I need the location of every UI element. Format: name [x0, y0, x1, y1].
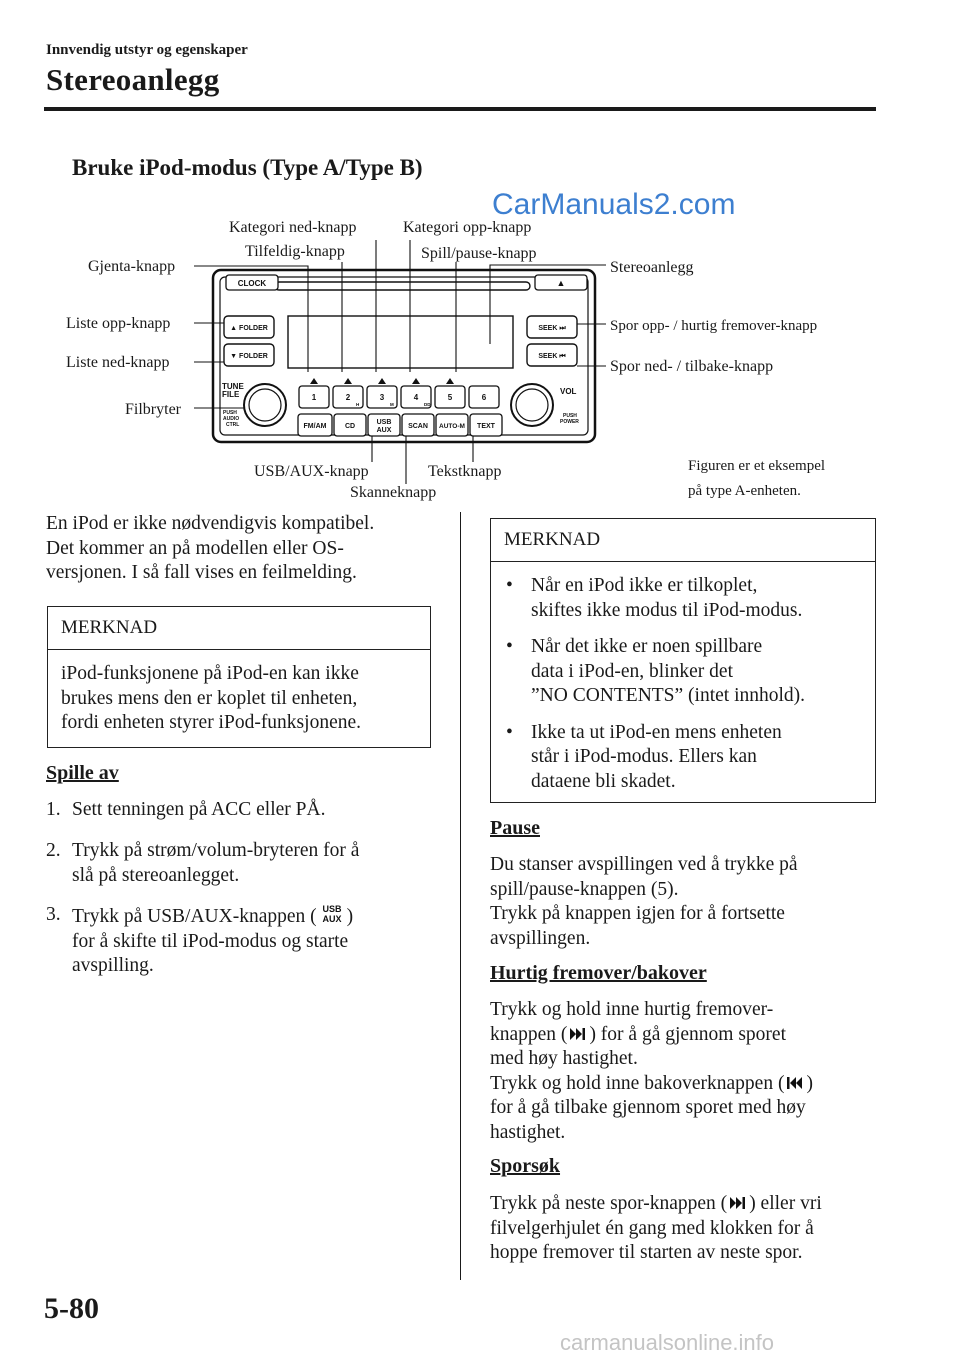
step-text: [72, 839, 472, 888]
page-number: 5-80: [44, 1292, 99, 1325]
stereo-diagram: [0, 0, 960, 510]
step-line: ): [346, 906, 354, 927]
rewind-icon: [784, 1074, 806, 1092]
bullet-line: ”NO CONTENTS” (intet innhold).: [531, 685, 806, 706]
callout-kategori-ned: Kategori ned-knapp: [229, 219, 357, 236]
text-button-label: TEXT: [477, 423, 495, 430]
callout-tekst: Tekstknapp: [428, 463, 502, 480]
seek-down-label: SEEK ⏮: [538, 353, 566, 360]
fast-forward-paragraph: [490, 998, 890, 1145]
preset-sublabel-4: DD: [424, 402, 431, 407]
eject-icon: ▲: [556, 278, 566, 288]
intro-line: En iPod er ikke nødvendigvis kompatibel.: [46, 513, 375, 534]
note-box-right: [490, 518, 876, 803]
callout-tilfeldig: Tilfeldig-knapp: [245, 243, 345, 260]
callout-gjenta: Gjenta-knapp: [88, 258, 176, 275]
seek-up-label: SEEK ⏭: [538, 325, 566, 332]
step-line: for å skifte til iPod-modus og starte: [72, 930, 349, 952]
note-bullet: [504, 721, 862, 795]
bullet-dot: •: [506, 636, 513, 657]
preset-label-4: 4: [413, 393, 419, 402]
step-1: [46, 798, 456, 824]
usb-icon-text: USB: [322, 904, 342, 914]
usb-aux-button-icon: [317, 903, 347, 925]
bullet-line: skiftes ikke modus til iPod-modus.: [531, 599, 803, 621]
preset-label-3: 3: [379, 393, 385, 402]
push2-label: PUSH: [563, 413, 577, 419]
callout-filbryter: Filbryter: [125, 401, 181, 418]
note-line: fordi enheten styrer iPod-funksjonene.: [61, 712, 362, 733]
volume-knob: [511, 384, 553, 426]
step-number: 1.: [46, 799, 61, 820]
bullet-line: Når det ikke er noen spillbare: [531, 636, 763, 657]
intro-line: versjonen. I så fall vises en feilmelding.: [46, 562, 357, 583]
callout-spor-opp: Spor opp- / hurtig fremover-knapp: [610, 318, 818, 334]
footer-watermark: carmanualsonline.info: [560, 1330, 775, 1355]
pause-paragraph: [490, 853, 890, 951]
callout-liste-opp: Liste opp-knapp: [66, 315, 171, 332]
vol-label: VOL: [560, 387, 577, 396]
figure-caption-line1: Figuren er et eksempel: [688, 458, 826, 474]
track-search-heading: Sporsøk: [490, 1155, 561, 1177]
note-box-left: [47, 606, 431, 748]
ff-line: hastighet.: [490, 1121, 566, 1143]
note-bullet: [504, 635, 862, 709]
preset-label-6: 6: [481, 393, 487, 402]
note-title: MERKNAD: [491, 519, 875, 562]
bullet-line: Ikke ta ut iPod-en mens enheten: [531, 721, 782, 743]
note-line: brukes mens den er koplet til enheten,: [61, 687, 358, 709]
folder-up-label: ▲ FOLDER: [230, 325, 268, 332]
step-line: slå på stereoanlegget.: [72, 864, 240, 886]
step-number: 3.: [46, 904, 61, 925]
aux-icon-text: AUX: [322, 914, 342, 924]
preset-sublabel-3: M: [390, 402, 394, 407]
ctrl-label: CTRL: [226, 422, 240, 428]
next-track-icon: [727, 1194, 749, 1212]
section-heading: Bruke iPod-modus (Type A/Type B): [72, 155, 423, 180]
step-3: [46, 903, 456, 981]
step-text: Sett tenningen på ACC eller PÅ.: [72, 799, 326, 820]
column-divider: [460, 512, 461, 1280]
preset-label-1: 1: [311, 393, 317, 402]
auto-m-label: AUTO-M: [439, 423, 465, 430]
bullet-line: dataene bli skadet.: [531, 770, 676, 792]
step-number: 2.: [46, 840, 61, 861]
bullet-line: data i iPod-en, blinker det: [531, 660, 733, 682]
note-body: [48, 650, 430, 746]
fast-forward-heading: Hurtig fremover/bakover: [490, 962, 707, 984]
preset-label-5: 5: [447, 393, 453, 402]
step-line: Trykk på strøm/volum-bryteren for å: [72, 840, 360, 861]
fast-forward-icon: [567, 1025, 589, 1043]
cd-label: CD: [344, 423, 356, 430]
search-line: filvelgerhjulet én gang med klokken for å: [490, 1217, 814, 1239]
ff-line: Trykk og hold inne bakoverknappen ( ): [490, 1072, 813, 1094]
callout-spill-pause: Spill/pause-knapp: [421, 245, 537, 262]
aux-label: AUX: [376, 427, 392, 434]
note-bullet: [504, 574, 862, 623]
note-body: [491, 562, 875, 804]
callout-usb-aux: USB/AUX-knapp: [254, 463, 369, 480]
step-line: avspilling.: [72, 955, 154, 976]
intro-paragraph: [46, 512, 456, 586]
ff-line: for å gå tilbake gjennom sporet med høy: [490, 1097, 806, 1118]
bullet-dot: •: [506, 575, 513, 596]
track-search-paragraph: [490, 1192, 890, 1266]
callout-skanne: Skanneknapp: [350, 484, 437, 501]
ff-line: Trykk og hold inne hurtig fremover-: [490, 999, 774, 1020]
bullet-line: Når en iPod ikke er tilkoplet,: [531, 575, 758, 596]
tune-file-knob: [244, 384, 286, 426]
running-header: Innvendig utstyr og egenskaper: [46, 42, 248, 58]
watermark: CarManuals2.com: [492, 188, 736, 221]
callout-liste-ned: Liste ned-knapp: [66, 354, 170, 371]
note-title: MERKNAD: [48, 607, 430, 650]
file-label: FILE: [222, 390, 240, 399]
callout-spor-ned: Spor ned- / tilbake-knapp: [610, 358, 774, 375]
play-heading: Spille av: [46, 762, 119, 784]
clock-button-label: CLOCK: [237, 279, 267, 288]
callout-stereoanlegg: Stereoanlegg: [610, 259, 694, 276]
ff-line: med høy hastighet.: [490, 1048, 638, 1069]
step-2: [46, 839, 456, 891]
usb-label: USB: [376, 419, 392, 426]
pause-line: Trykk på knappen igjen for å fortsette: [490, 903, 785, 924]
pause-line: avspillingen.: [490, 927, 591, 949]
folder-down-label: ▼ FOLDER: [230, 353, 268, 360]
preset-label-2: 2: [345, 393, 351, 402]
intro-line: Det kommer an på modellen eller OS-: [46, 537, 344, 559]
page-title: Stereoanlegg: [46, 62, 220, 97]
figure-caption-line2: på type A-enheten.: [688, 483, 801, 499]
power-label: POWER: [560, 419, 579, 425]
scan-label: SCAN: [408, 423, 428, 430]
note-line: iPod-funksjonene på iPod-en kan ikke: [61, 663, 359, 684]
fm-am-label: FM/AM: [303, 423, 327, 430]
search-line: Trykk på neste spor-knappen ( ) eller vri: [490, 1193, 822, 1214]
push-label: PUSH: [223, 410, 237, 416]
tune-label: TUNE: [222, 382, 244, 391]
pause-heading: Pause: [490, 817, 540, 839]
audio-label: AUDIO: [223, 416, 240, 422]
pause-line: Du stanser avspillingen ved å trykke på: [490, 854, 798, 875]
pause-line: spill/pause-knappen (5).: [490, 878, 679, 900]
step-line: Trykk på USB/AUX-knappen (: [72, 906, 317, 927]
callout-kategori-opp: Kategori opp-knapp: [403, 219, 532, 236]
search-line: hoppe fremover til starten av neste spor.: [490, 1242, 803, 1263]
ff-line: knappen ( ) for å gå gjennom sporet: [490, 1023, 786, 1045]
bullet-dot: •: [506, 721, 513, 743]
display-screen: [288, 316, 513, 368]
step-text: [72, 903, 472, 979]
bullet-line: står i iPod-modus. Ellers kan: [531, 746, 757, 767]
preset-sublabel-2: H: [356, 402, 360, 407]
